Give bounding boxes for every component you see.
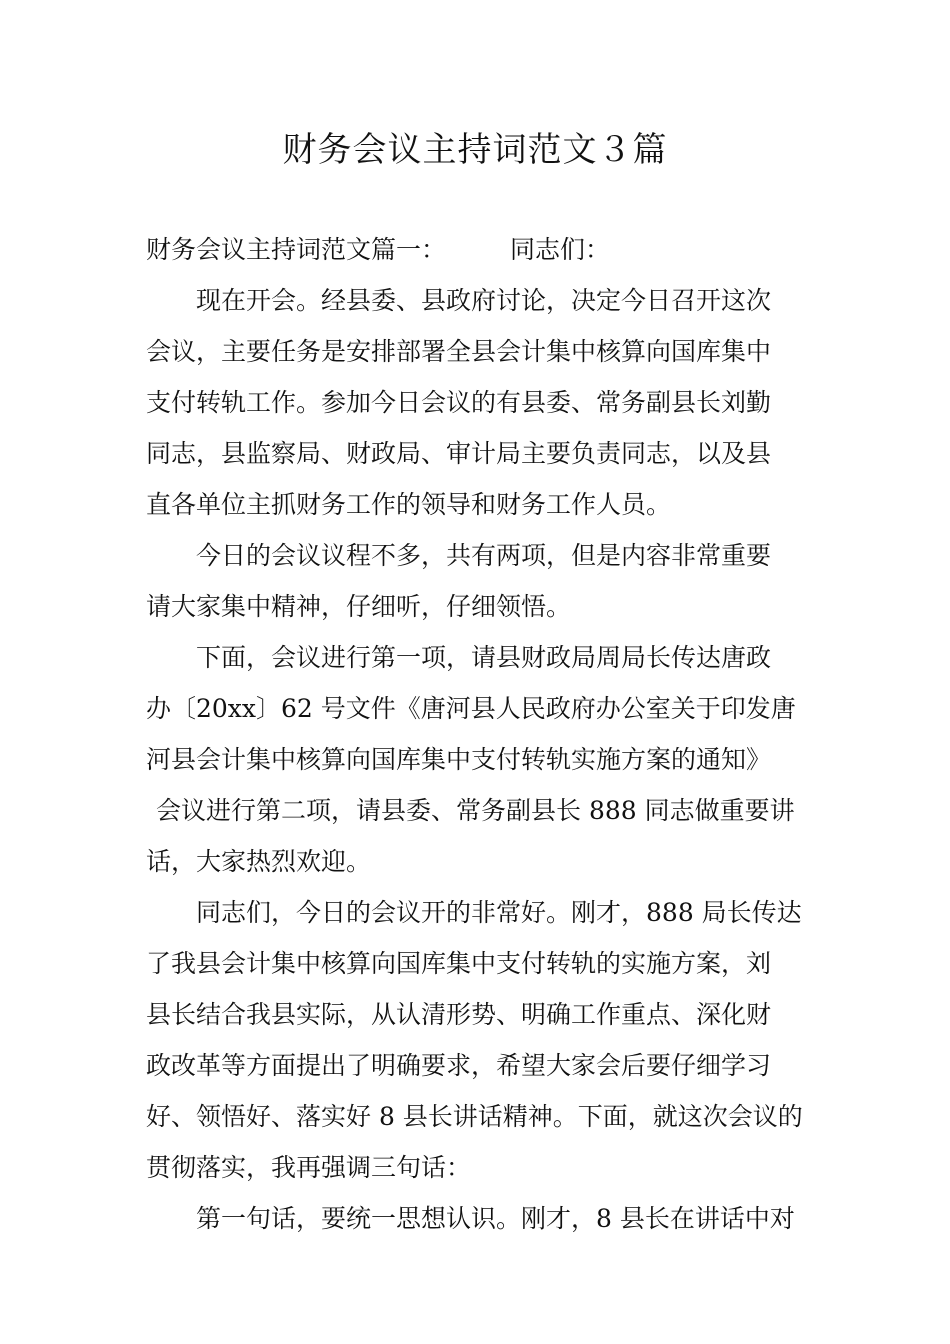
paragraph-line: 好、领悟好、落实好 8 县长讲话精神。下面，就这次会议的 (146, 1102, 803, 1131)
paragraph-line: 县长结合我县实际，从认清形势、明确工作重点、深化财 (146, 1000, 772, 1029)
paragraph-line: 请大家集中精神，仔细听，仔细领悟。 (146, 592, 572, 621)
document-title: 财务会议主持词范文３篇 (282, 130, 668, 170)
paragraph-line: 办〔20xx〕62 号文件《唐河县人民政府办公室关于印发唐 (146, 694, 796, 723)
paragraph-line: 直各单位主抓财务工作的领导和财务工作人员。 (146, 490, 672, 519)
paragraph-line: 贯彻落实，我再强调三句话： (146, 1153, 472, 1182)
paragraph-line: 话，大家热烈欢迎。 (146, 847, 372, 876)
paragraph-line: 现在开会。经县委、县政府讨论，决定今日召开这次 (196, 286, 772, 315)
paragraph-line: 河县会计集中核算向国库集中支付转轨实施方案的通知》 (146, 745, 772, 774)
paragraph-line (146, 224, 810, 275)
section-heading: 财务会议主持词范文篇一： (146, 235, 447, 264)
paragraph-line: 会议进行第二项，请县委、常务副县长 888 同志做重要讲 (156, 796, 795, 825)
paragraph-line: 政改革等方面提出了明确要求，希望大家会后要仔细学习 (146, 1051, 772, 1080)
paragraph-line: 今日的会议议程不多，共有两项，但是内容非常重要 (196, 541, 772, 570)
paragraph-line: 了我县会计集中核算向国库集中支付转轨的实施方案，刘 (146, 949, 772, 978)
paragraph-line: 第一句话，要统一思想认识。刚才，8 县长在讲话中对 (196, 1204, 795, 1233)
paragraph-line: 同志，县监察局、财政局、审计局主要负责同志，以及县 (146, 439, 772, 468)
paragraph-line: 同志们，今日的会议开的非常好。刚才，888 局长传达 (196, 898, 802, 927)
paragraph-line: 支付转轨工作。参加今日会议的有县委、常务副县长刘勤 (146, 388, 772, 417)
paragraph-line: 会议，主要任务是安排部署全县会计集中核算向国库集中 (146, 337, 772, 366)
salutation: 同志们： (510, 235, 611, 264)
document-body (146, 224, 810, 1244)
paragraph-line: 下面，会议进行第一项，请县财政局周局长传达唐政 (196, 643, 772, 672)
